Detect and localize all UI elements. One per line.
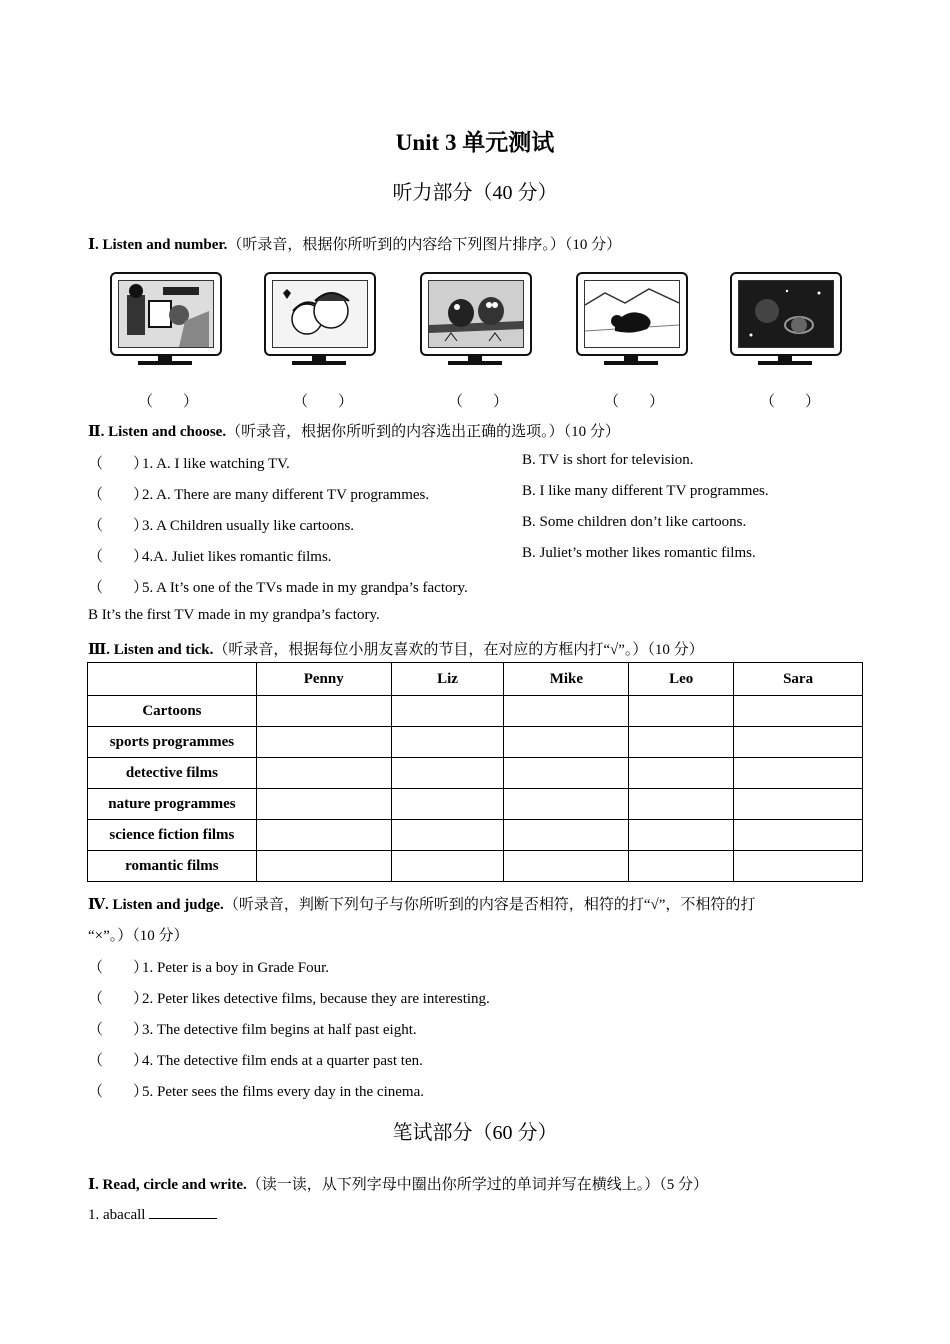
statement: 4. The detective film ends at a quarter past ten.	[142, 1053, 423, 1069]
answer-blank[interactable]: （ ）	[760, 394, 821, 410]
tick-cell[interactable]	[256, 820, 391, 851]
letter-string: 1. abacall	[88, 1207, 146, 1223]
statement: 5. Peter sees the films every day in the cinema.	[142, 1084, 424, 1100]
tick-cell[interactable]	[504, 696, 629, 727]
part2-heading	[88, 420, 620, 441]
writing-part1-heading-zh: （读一读，从下列字母中圈出你所学过的单词并写在横线上。）（5 分）	[246, 1177, 709, 1193]
row-label: nature programmes	[88, 789, 257, 820]
writing-part1-heading-en: Ⅰ. Read, circle and write.	[88, 1177, 247, 1193]
tick-table	[87, 662, 863, 882]
part3-heading	[88, 638, 704, 659]
statement: 3. The detective film begins at half past eight.	[142, 1022, 417, 1038]
tick-cell[interactable]	[734, 727, 863, 758]
part4-heading-zh: （听录音，判断下列句子与你所听到的内容是否相符，相符的打“√”，不相符的打	[223, 897, 756, 913]
column-header	[88, 663, 257, 696]
tick-cell[interactable]	[391, 820, 504, 851]
row-label: sports programmes	[88, 727, 257, 758]
option-a: 4.A. Juliet likes romantic films.	[142, 549, 332, 565]
answer-blank[interactable]: （ ）	[88, 456, 149, 472]
answer-blank[interactable]: （ ）	[88, 960, 149, 976]
part4-heading	[88, 893, 755, 914]
tick-cell[interactable]	[629, 758, 734, 789]
tick-cell[interactable]	[734, 820, 863, 851]
question-row	[88, 514, 354, 535]
tick-cell[interactable]	[391, 696, 504, 727]
cartoon-tv-icon	[108, 270, 222, 368]
question-row	[88, 1018, 417, 1039]
part2-heading-zh: （听录音，根据你所听到的内容选出正确的选项。）（10 分）	[226, 424, 620, 440]
answer-line[interactable]	[149, 1206, 217, 1219]
statement: 1. Peter is a boy in Grade Four.	[142, 960, 330, 976]
tick-cell[interactable]	[256, 727, 391, 758]
option-a: 2. A. There are many different TV programmes.	[142, 487, 430, 503]
table-row	[88, 851, 863, 882]
seal-nature-tv-icon	[574, 270, 688, 368]
tick-cell[interactable]	[629, 727, 734, 758]
option-a: 1. A. I like watching TV.	[142, 456, 290, 472]
part3-heading-en: Ⅲ. Listen and tick.	[88, 642, 214, 658]
writing-item	[88, 1206, 217, 1224]
answer-blank[interactable]: （ ）	[88, 1053, 149, 1069]
question-row	[88, 956, 329, 977]
tick-cell[interactable]	[629, 820, 734, 851]
question-row	[88, 576, 468, 597]
table-row	[88, 789, 863, 820]
part3-heading-zh: （听录音，根据每位小朋友喜欢的节目，在对应的方框内打“√”。）（10 分）	[213, 642, 704, 658]
tick-cell[interactable]	[504, 789, 629, 820]
table-row	[88, 758, 863, 789]
answer-blank[interactable]: （ ）	[88, 580, 149, 596]
part4-heading-cont: “×”。）（10 分）	[88, 928, 189, 944]
table-row	[88, 820, 863, 851]
answer-blank[interactable]: （ ）	[88, 991, 149, 1007]
question-row	[88, 987, 490, 1008]
statement: 2. Peter likes detective films, because they are interesting.	[142, 991, 490, 1007]
column-header: Sara	[734, 663, 863, 696]
column-header: Liz	[391, 663, 504, 696]
space-scifi-tv-icon	[728, 270, 842, 368]
tick-cell[interactable]	[256, 851, 391, 882]
tick-cell[interactable]	[504, 820, 629, 851]
table-row	[88, 727, 863, 758]
part1-heading-zh: （听录音，根据你所听到的内容给下列图片排序。）（10 分）	[227, 237, 622, 253]
listening-section-title: 听力部分（40 分）	[392, 182, 558, 204]
table-row	[88, 696, 863, 727]
tick-cell[interactable]	[504, 727, 629, 758]
tick-cell[interactable]	[734, 789, 863, 820]
row-label: romantic films	[88, 851, 257, 882]
table-header-row	[88, 663, 863, 696]
option-a: 3. A Children usually like cartoons.	[142, 518, 355, 534]
tick-cell[interactable]	[256, 696, 391, 727]
column-header: Penny	[256, 663, 391, 696]
birds-nature-tv-icon	[418, 270, 532, 368]
tick-cell[interactable]	[629, 789, 734, 820]
tick-cell[interactable]	[256, 758, 391, 789]
row-label: Cartoons	[88, 696, 257, 727]
tick-cell[interactable]	[629, 696, 734, 727]
writing-section-title: 笔试部分（60 分）	[392, 1122, 558, 1144]
tick-cell[interactable]	[391, 789, 504, 820]
option-b: B. Juliet’s mother likes romantic films.	[522, 545, 756, 561]
option-b: B. Some children don’t like cartoons.	[522, 514, 747, 530]
tick-cell[interactable]	[629, 851, 734, 882]
tick-cell[interactable]	[734, 696, 863, 727]
tick-cell[interactable]	[734, 851, 863, 882]
answer-blank[interactable]: （ ）	[293, 394, 354, 410]
page-title: Unit 3 单元测试	[395, 130, 555, 155]
option-a: 5. A It’s one of the TVs made in my grandpa’s factory.	[142, 580, 468, 596]
answer-blank[interactable]: （ ）	[88, 487, 149, 503]
question-row	[88, 1080, 424, 1101]
answer-blank[interactable]: （ ）	[604, 394, 665, 410]
row-label: science fiction films	[88, 820, 257, 851]
romantic-film-tv-icon	[262, 270, 376, 368]
question-row	[88, 483, 429, 504]
option-b: B It’s the first TV made in my grandpa’s factory.	[88, 607, 380, 623]
answer-blank[interactable]: （ ）	[88, 1022, 149, 1038]
answer-blank[interactable]: （ ）	[88, 1084, 149, 1100]
tick-cell[interactable]	[256, 789, 391, 820]
question-row	[88, 1049, 423, 1070]
option-b: B. TV is short for television.	[522, 452, 694, 468]
column-header: Leo	[629, 663, 734, 696]
part1-heading-en: Ⅰ. Listen and number.	[88, 237, 228, 253]
question-row	[88, 545, 332, 566]
tick-cell[interactable]	[391, 727, 504, 758]
part1-heading	[88, 233, 621, 254]
column-header: Mike	[504, 663, 629, 696]
writing-part1-heading	[88, 1173, 708, 1194]
tick-cell[interactable]	[734, 758, 863, 789]
answer-blank[interactable]: （ ）	[88, 549, 149, 565]
answer-blank[interactable]: （ ）	[138, 394, 199, 410]
tick-cell[interactable]	[391, 758, 504, 789]
answer-blank[interactable]: （ ）	[448, 394, 509, 410]
part4-heading-en: Ⅳ. Listen and judge.	[88, 897, 224, 913]
answer-blank[interactable]: （ ）	[88, 518, 149, 534]
tick-cell[interactable]	[504, 758, 629, 789]
question-row	[88, 452, 290, 473]
row-label: detective films	[88, 758, 257, 789]
option-b: B. I like many different TV programmes.	[522, 483, 769, 499]
tick-cell[interactable]	[504, 851, 629, 882]
part2-heading-en: Ⅱ. Listen and choose.	[88, 424, 227, 440]
tick-cell[interactable]	[391, 851, 504, 882]
